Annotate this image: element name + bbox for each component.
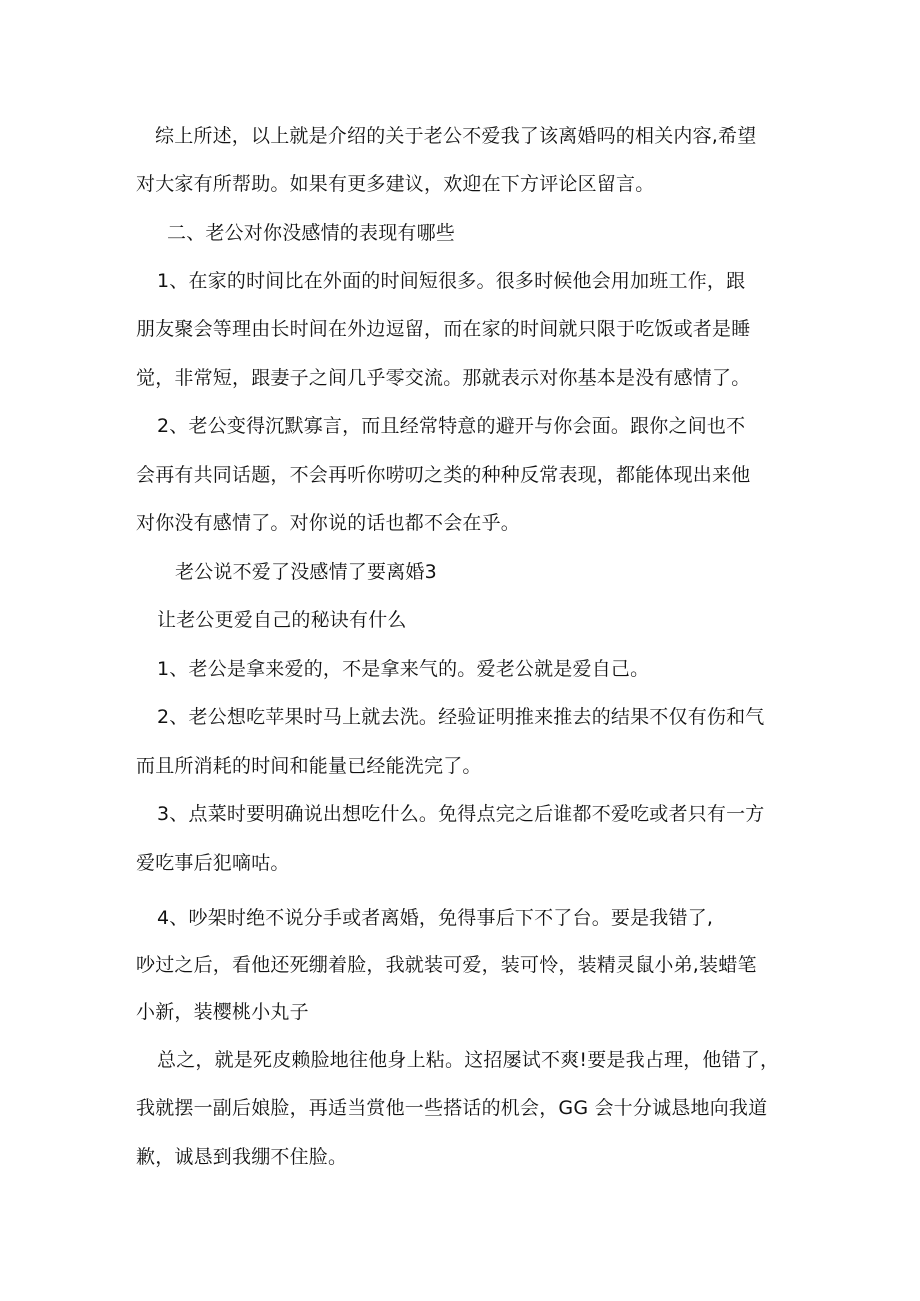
paragraph-line: 歉，诚恳到我绷不住脸。 [136,1146,348,1168]
section-heading: 让老公更爱自己的秘诀有什么 [157,609,407,631]
section-heading: 二、老公对你没感情的表现有哪些 [167,222,456,244]
paragraph-line: 我就摆一副后娘脸，再适当赏他一些搭话的机会，GG 会十分诚恳地向我道 [136,1097,768,1119]
paragraph-line: 1、老公是拿来爱的，不是拿来气的。爱老公就是爱自己。 [157,658,650,680]
paragraph-line: 爱吃事后犯嘀咕。 [136,852,290,874]
paragraph-line: 3、点菜时要明确说出想吃什么。免得点完之后谁都不爱吃或者只有一方 [157,803,765,825]
section-heading: 老公说不爱了没感情了要离婚3 [175,561,437,583]
paragraph-line: 2、老公变得沉默寡言，而且经常特意的避开与你会面。跟你之间也不 [157,415,746,437]
paragraph-line: 小新，装樱桃小丸子 [136,1001,309,1023]
paragraph-line: 吵过之后，看他还死绷着脸，我就装可爱，装可怜，装精灵鼠小弟,装蜡笔 [136,954,757,976]
paragraph-line: 对你没有感情了。对你说的话也都不会在乎。 [136,512,521,534]
paragraph-line: 1、在家的时间比在外面的时间短很多。很多时候他会用加班工作，跟 [157,270,746,292]
paragraph-line: 而且所消耗的时间和能量已经能洗完了。 [136,755,482,777]
paragraph-line: 朋友聚会等理由长时间在外边逗留，而在家的时间就只限于吃饭或者是睡 [136,318,751,340]
paragraph-line: 综上所述，以上就是介绍的关于老公不爱我了该离婚吗的相关内容,希望 [155,125,757,147]
paragraph-line: 2、老公想吃苹果时马上就去洗。经验证明推来推去的结果不仅有伤和气 [157,706,765,728]
paragraph-line: 4、吵架时绝不说分手或者离婚，免得事后下不了台。要是我错了, [157,907,714,929]
paragraph-line: 觉，非常短，跟妻子之间几乎零交流。那就表示对你基本是没有感情了。 [136,367,751,389]
paragraph-line: 对大家有所帮助。如果有更多建议，欢迎在下方评论区留言。 [136,173,655,195]
paragraph-line: 会再有共同话题，不会再听你唠叨之类的种种反常表现，都能体现出来他 [136,464,751,486]
paragraph-line: 总之，就是死皮赖脸地往他身上粘。这招屡试不爽!要是我占理，他错了， [157,1049,780,1071]
